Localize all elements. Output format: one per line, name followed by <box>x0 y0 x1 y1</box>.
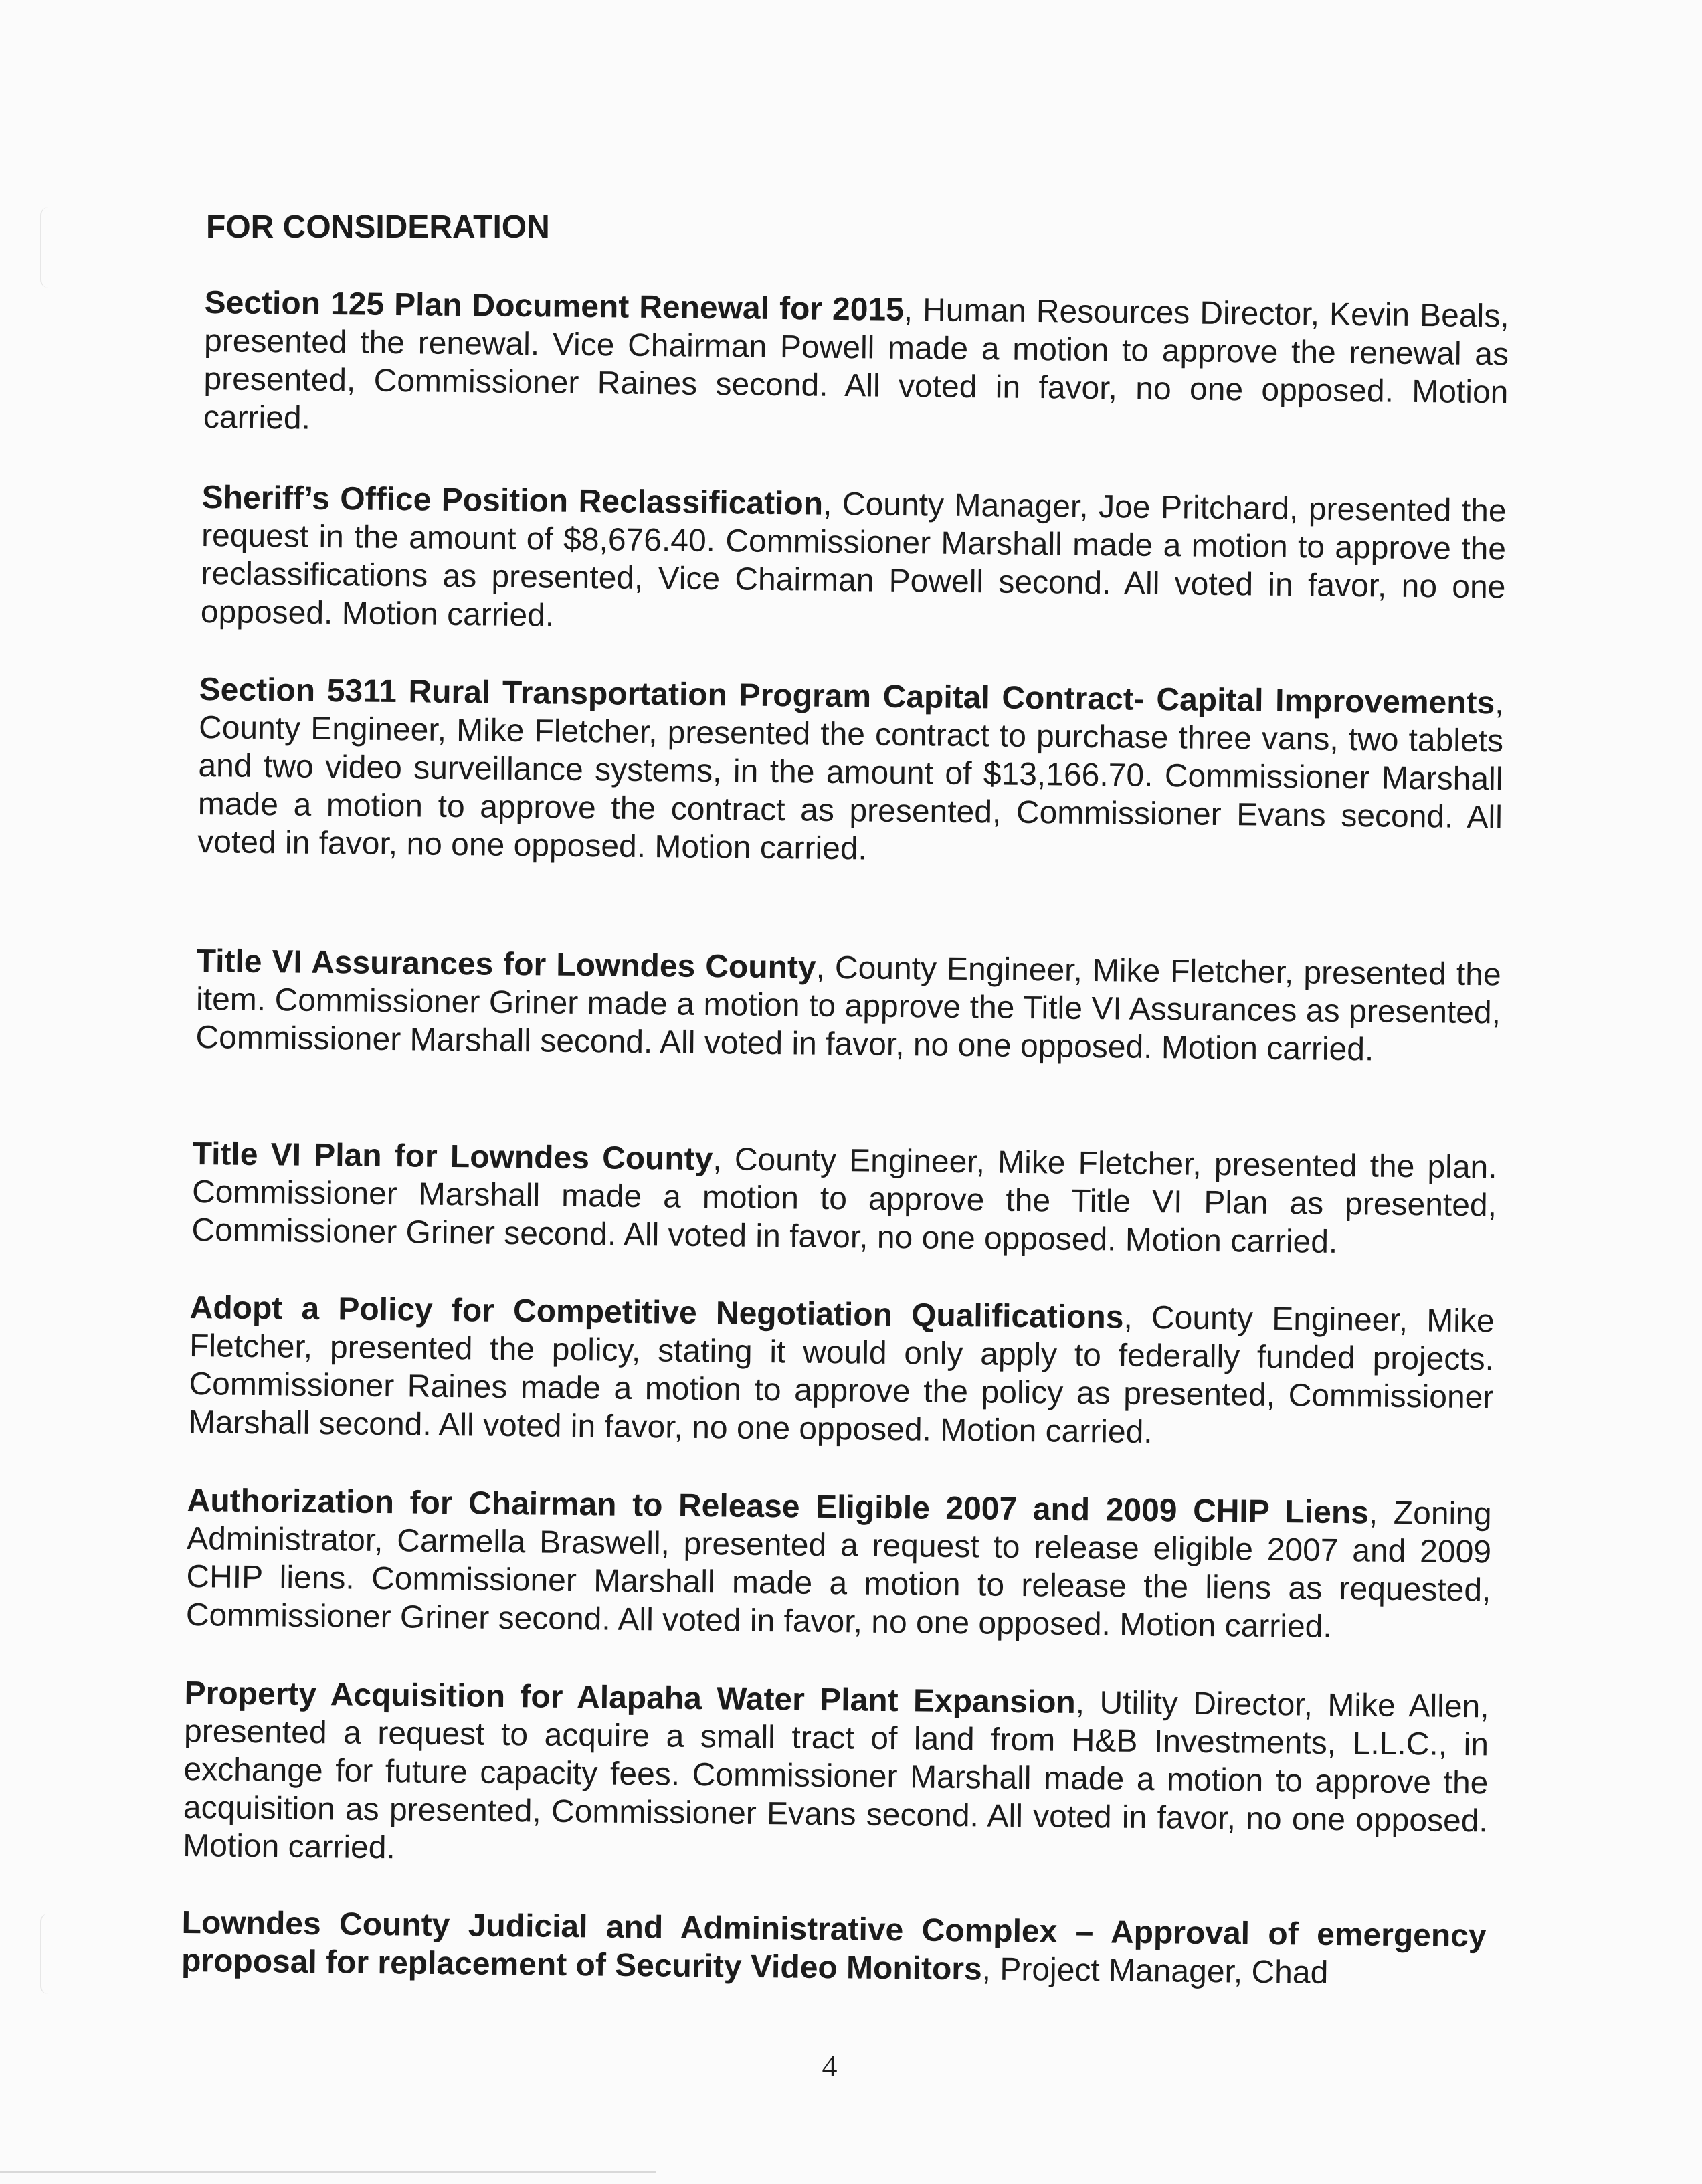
agenda-item-text: , Zoning Administrator, Carmella Braswell, presented a request to release eligible 2007 and 2009 CHIP liens. Commissioner Marshall made a motion to release the liens as requested, Commissioner Griner second. All voted in favor, no one opposed. Motion carried. <box>185 1495 1492 1645</box>
agenda-item-title: Lowndes County Judicial and Administrative Complex – Approval of emergency proposal for replacement of Security Video Monitors <box>181 1905 1487 1987</box>
agenda-item-title: Sheriff’s Office Position Reclassification <box>201 479 824 522</box>
agenda-item-competitive-negotiation-policy <box>189 1289 1495 1455</box>
agenda-item-text: , County Engineer, Mike Fletcher, presented the policy, stating it would only apply to federally funded projects. Commissioner Raines made a motion to approve the policy as presented, Commissioner Marshall second. All voted in favor, no one opposed. Motion carried. <box>188 1299 1495 1451</box>
agenda-item-title-vi-plan <box>191 1135 1497 1263</box>
agenda-item-section-5311 <box>197 670 1504 875</box>
page-number: 4 <box>822 2049 838 2083</box>
agenda-item-title: Authorization for Chairman to Release Eligible 2007 and 2009 CHIP Liens <box>187 1483 1369 1531</box>
scan-edge-mark <box>40 1914 48 1994</box>
agenda-item-sheriff-reclassification <box>201 478 1507 644</box>
agenda-item-title: Section 5311 Rural Transportation Program Capital Contract- Capital Improvements <box>199 671 1495 721</box>
agenda-item-security-video-monitors <box>181 1904 1487 1993</box>
section-heading: FOR CONSIDERATION <box>206 209 550 245</box>
agenda-item-text: , County Engineer, Mike Fletcher, presented the item. Commissioner Griner made a motion to approve the Title VI Assurances as presented, Commissioner Marshall second. All voted in favor, no one opposed. Motion carried. <box>195 949 1501 1068</box>
agenda-item-text: , County Engineer, Mike Fletcher, presented the plan. Commissioner Marshall made a motion to approve the Title VI Plan as presented, Commissioner Griner second. All voted in favor, no one opposed. Motion carried. <box>191 1142 1497 1260</box>
agenda-item-title: Adopt a Policy for Competitive Negotiation Qualifications <box>189 1289 1124 1336</box>
agenda-item-title: Title VI Plan for Lowndes County <box>192 1135 713 1178</box>
agenda-item-chip-liens <box>186 1481 1492 1647</box>
agenda-item-text: , Human Resources Director, Kevin Beals, presented the renewal. Vice Chairman Powell made a motion to approve the renewal as presented, Commissioner Raines second. All voted in favor, no one opposed. Motion carried. <box>203 292 1509 436</box>
agenda-item-text: , Project Manager, Chad <box>981 1951 1329 1991</box>
agenda-item-title: Section 125 Plan Document Renewal for 2015 <box>204 284 905 328</box>
agenda-item-section-125 <box>203 284 1509 450</box>
agenda-item-alapaha-property-acquisition <box>183 1674 1489 1878</box>
agenda-item-text: , County Engineer, Mike Fletcher, presented the contract to purchase three vans, two tablets and two video surveillance systems, in the amount of $13,166.70. Commissioner Marshall made a motion to approve the contract as presented, Commissioner Evans second. All voted in favor, no one opposed. Motion carried. <box>197 685 1504 867</box>
scan-edge-mark <box>40 207 48 288</box>
agenda-item-text: , County Manager, Joe Pritchard, presented the request in the amount of $8,676.40. Commissioner Marshall made a motion to approve the reclassifications as presented, Vice Chairman Powell second. All voted in favor, no one opposed. Motion carried. <box>200 486 1507 634</box>
agenda-item-title: Title VI Assurances for Lowndes County <box>196 943 816 986</box>
agenda-item-title-vi-assurances <box>195 942 1501 1070</box>
scan-bottom-edge <box>0 2171 656 2173</box>
agenda-item-title: Property Acquisition for Alapaha Water Plant Expansion <box>184 1675 1076 1720</box>
agenda-item-text: , Utility Director, Mike Allen, presented a request to acquire a small tract of land from H&B Investments, L.L.C., in exchange for future capacity fees. Commissioner Marshall made a motion to approve the acquisition as presented, Commissioner Evans second. All voted in favor, no one opposed. Motion carried. <box>183 1684 1489 1866</box>
